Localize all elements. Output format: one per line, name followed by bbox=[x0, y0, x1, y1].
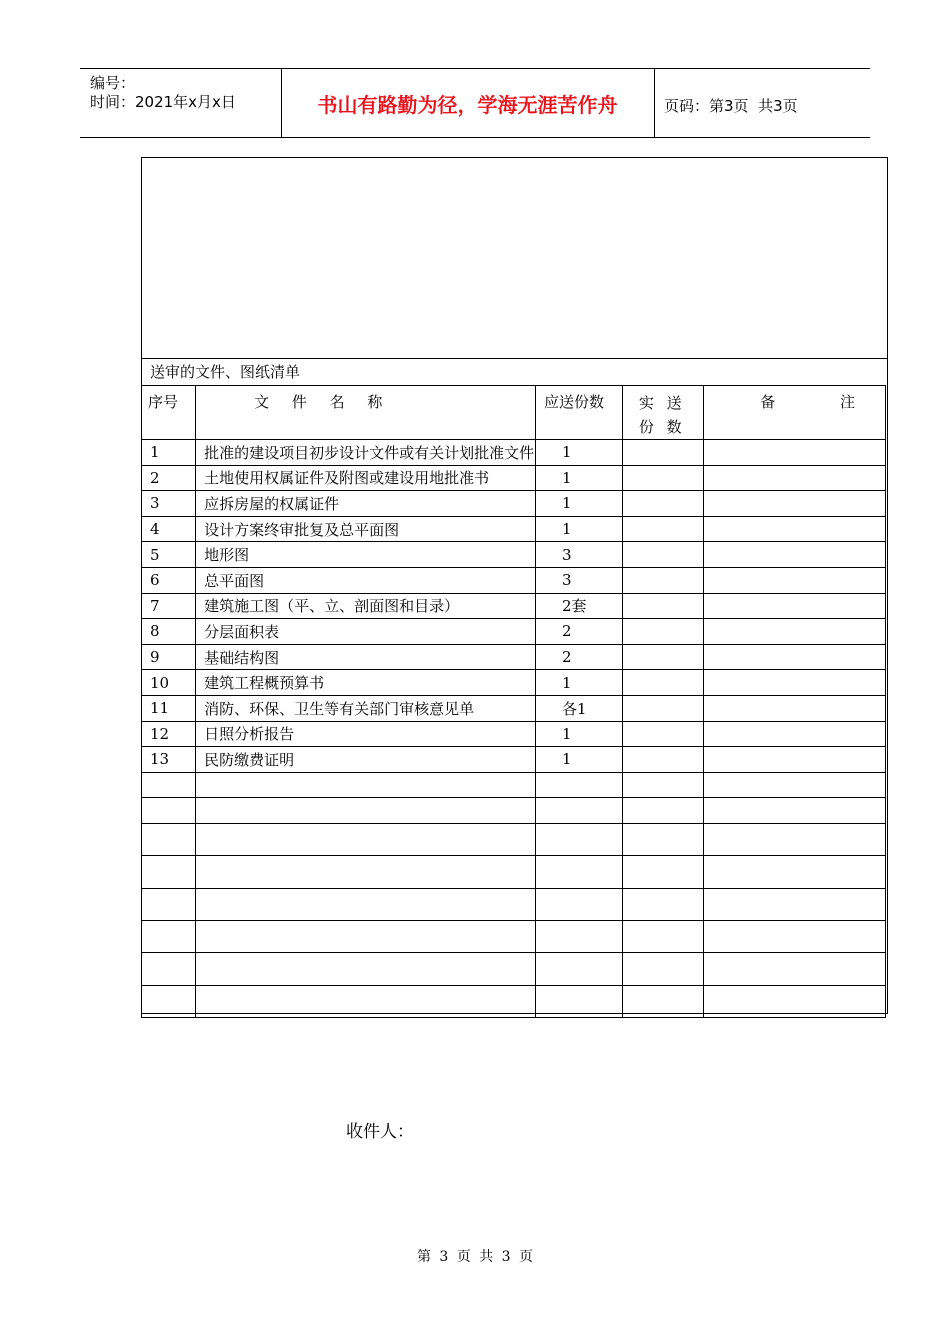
cell-required: 1 bbox=[535, 491, 622, 517]
empty-cell bbox=[196, 888, 536, 920]
cell-required: 2 bbox=[535, 619, 622, 645]
cell-actual bbox=[622, 670, 703, 696]
empty-cell bbox=[142, 798, 196, 824]
empty-cell bbox=[142, 772, 196, 798]
col-header-required: 应送份数 bbox=[535, 386, 622, 440]
table-row bbox=[142, 721, 886, 747]
date-label: 时间：2021年x月x日 bbox=[90, 93, 236, 111]
cell-no: 9 bbox=[142, 644, 196, 670]
empty-cell bbox=[622, 798, 703, 824]
table-row bbox=[142, 491, 886, 517]
cell-required: 1 bbox=[535, 516, 622, 542]
page-header bbox=[80, 68, 870, 138]
cell-note bbox=[704, 593, 886, 619]
cell-actual bbox=[622, 542, 703, 568]
table-row bbox=[142, 670, 886, 696]
cell-required: 1 bbox=[535, 440, 622, 466]
empty-cell bbox=[142, 888, 196, 920]
cell-no: 1 bbox=[142, 440, 196, 466]
cell-name: 地形图 bbox=[196, 542, 536, 568]
cell-name: 土地使用权属证件及附图或建设用地批准书 bbox=[196, 465, 536, 491]
cell-note bbox=[704, 644, 886, 670]
review-form bbox=[141, 157, 888, 1014]
empty-cell bbox=[142, 823, 196, 855]
blank-area bbox=[142, 158, 887, 359]
cell-actual bbox=[622, 747, 703, 773]
cell-name: 日照分析报告 bbox=[196, 721, 536, 747]
file-list-table bbox=[141, 385, 886, 1018]
cell-note bbox=[704, 567, 886, 593]
list-title: 送审的文件、图纸清单 bbox=[150, 363, 301, 381]
empty-cell bbox=[196, 823, 536, 855]
empty-cell bbox=[535, 823, 622, 855]
empty-row bbox=[142, 856, 886, 888]
cell-actual bbox=[622, 644, 703, 670]
col-header-actual: 实 送 份 数 bbox=[622, 386, 703, 440]
empty-cell bbox=[704, 985, 886, 1017]
empty-cell bbox=[535, 772, 622, 798]
empty-cell bbox=[535, 953, 622, 985]
empty-cell bbox=[622, 888, 703, 920]
cell-no: 11 bbox=[142, 695, 196, 721]
cell-required: 1 bbox=[535, 670, 622, 696]
empty-cell bbox=[142, 921, 196, 953]
empty-row bbox=[142, 888, 886, 920]
cell-required: 3 bbox=[535, 567, 622, 593]
empty-cell bbox=[622, 823, 703, 855]
header-meta bbox=[80, 69, 282, 137]
empty-cell bbox=[622, 985, 703, 1017]
page-info: 页码：第3页 共3页 bbox=[664, 97, 798, 115]
empty-row bbox=[142, 953, 886, 985]
page-footer: 第 3 页 共 3 页 bbox=[416, 1249, 534, 1265]
empty-cell bbox=[704, 772, 886, 798]
empty-cell bbox=[196, 798, 536, 824]
cell-note bbox=[704, 542, 886, 568]
empty-row bbox=[142, 985, 886, 1017]
cell-note bbox=[704, 465, 886, 491]
number-label: 编号： bbox=[90, 74, 136, 92]
cell-name: 分层面积表 bbox=[196, 619, 536, 645]
empty-cell bbox=[196, 953, 536, 985]
cell-required: 2 bbox=[535, 644, 622, 670]
cell-note bbox=[704, 491, 886, 517]
cell-name: 基础结构图 bbox=[196, 644, 536, 670]
empty-cell bbox=[196, 921, 536, 953]
table-row bbox=[142, 619, 886, 645]
empty-cell bbox=[196, 856, 536, 888]
empty-cell bbox=[622, 856, 703, 888]
empty-cell bbox=[142, 985, 196, 1017]
empty-cell bbox=[535, 921, 622, 953]
cell-required: 1 bbox=[535, 465, 622, 491]
empty-row bbox=[142, 798, 886, 824]
cell-actual bbox=[622, 619, 703, 645]
table-row bbox=[142, 747, 886, 773]
cell-actual bbox=[622, 721, 703, 747]
cell-name: 设计方案终审批复及总平面图 bbox=[196, 516, 536, 542]
table-row bbox=[142, 644, 886, 670]
cell-no: 4 bbox=[142, 516, 196, 542]
cell-actual bbox=[622, 695, 703, 721]
empty-cell bbox=[622, 772, 703, 798]
cell-no: 13 bbox=[142, 747, 196, 773]
cell-required: 3 bbox=[535, 542, 622, 568]
table-row bbox=[142, 542, 886, 568]
empty-cell bbox=[704, 856, 886, 888]
cell-no: 8 bbox=[142, 619, 196, 645]
cell-required: 2套 bbox=[535, 593, 622, 619]
table-row bbox=[142, 516, 886, 542]
empty-cell bbox=[535, 856, 622, 888]
empty-row bbox=[142, 921, 886, 953]
empty-cell bbox=[535, 985, 622, 1017]
cell-name: 批准的建设项目初步设计文件或有关计划批准文件 bbox=[196, 440, 536, 466]
cell-actual bbox=[622, 516, 703, 542]
motto: 书山有路勤为径，学海无涯苦作舟 bbox=[281, 69, 655, 137]
empty-cell bbox=[142, 856, 196, 888]
empty-cell bbox=[704, 798, 886, 824]
cell-note bbox=[704, 516, 886, 542]
empty-cell bbox=[704, 823, 886, 855]
empty-cell bbox=[142, 953, 196, 985]
cell-name: 消防、环保、卫生等有关部门审核意见单 bbox=[196, 695, 536, 721]
cell-name: 应拆房屋的权属证件 bbox=[196, 491, 536, 517]
empty-cell bbox=[704, 921, 886, 953]
empty-cell bbox=[622, 921, 703, 953]
cell-actual bbox=[622, 593, 703, 619]
table-row bbox=[142, 440, 886, 466]
cell-note bbox=[704, 695, 886, 721]
cell-actual bbox=[622, 491, 703, 517]
cell-required: 1 bbox=[535, 747, 622, 773]
cell-no: 6 bbox=[142, 567, 196, 593]
col-header-name: 文 件 名 称 bbox=[196, 386, 536, 440]
cell-name: 建筑施工图（平、立、剖面图和目录） bbox=[196, 593, 536, 619]
cell-no: 12 bbox=[142, 721, 196, 747]
col-header-no: 序号 bbox=[142, 386, 196, 440]
cell-note bbox=[704, 721, 886, 747]
empty-row bbox=[142, 823, 886, 855]
empty-cell bbox=[704, 953, 886, 985]
cell-name: 总平面图 bbox=[196, 567, 536, 593]
cell-note bbox=[704, 619, 886, 645]
cell-name: 建筑工程概预算书 bbox=[196, 670, 536, 696]
empty-row bbox=[142, 772, 886, 798]
cell-no: 5 bbox=[142, 542, 196, 568]
empty-cell bbox=[535, 798, 622, 824]
empty-cell bbox=[622, 953, 703, 985]
cell-actual bbox=[622, 440, 703, 466]
empty-cell bbox=[196, 985, 536, 1017]
cell-note bbox=[704, 747, 886, 773]
cell-name: 民防缴费证明 bbox=[196, 747, 536, 773]
cell-note bbox=[704, 670, 886, 696]
cell-required: 各1 bbox=[535, 695, 622, 721]
table-row bbox=[142, 695, 886, 721]
table-row bbox=[142, 567, 886, 593]
cell-no: 10 bbox=[142, 670, 196, 696]
receiver-label: 收件人： bbox=[346, 1122, 414, 1142]
cell-no: 3 bbox=[142, 491, 196, 517]
empty-cell bbox=[704, 888, 886, 920]
cell-required: 1 bbox=[535, 721, 622, 747]
table-header-row bbox=[142, 386, 886, 440]
table-row bbox=[142, 593, 886, 619]
empty-cell bbox=[535, 888, 622, 920]
cell-actual bbox=[622, 465, 703, 491]
empty-cell bbox=[196, 772, 536, 798]
table-row bbox=[142, 465, 886, 491]
cell-no: 7 bbox=[142, 593, 196, 619]
cell-note bbox=[704, 440, 886, 466]
cell-no: 2 bbox=[142, 465, 196, 491]
cell-actual bbox=[622, 567, 703, 593]
col-header-note: 备 注 bbox=[704, 386, 886, 440]
